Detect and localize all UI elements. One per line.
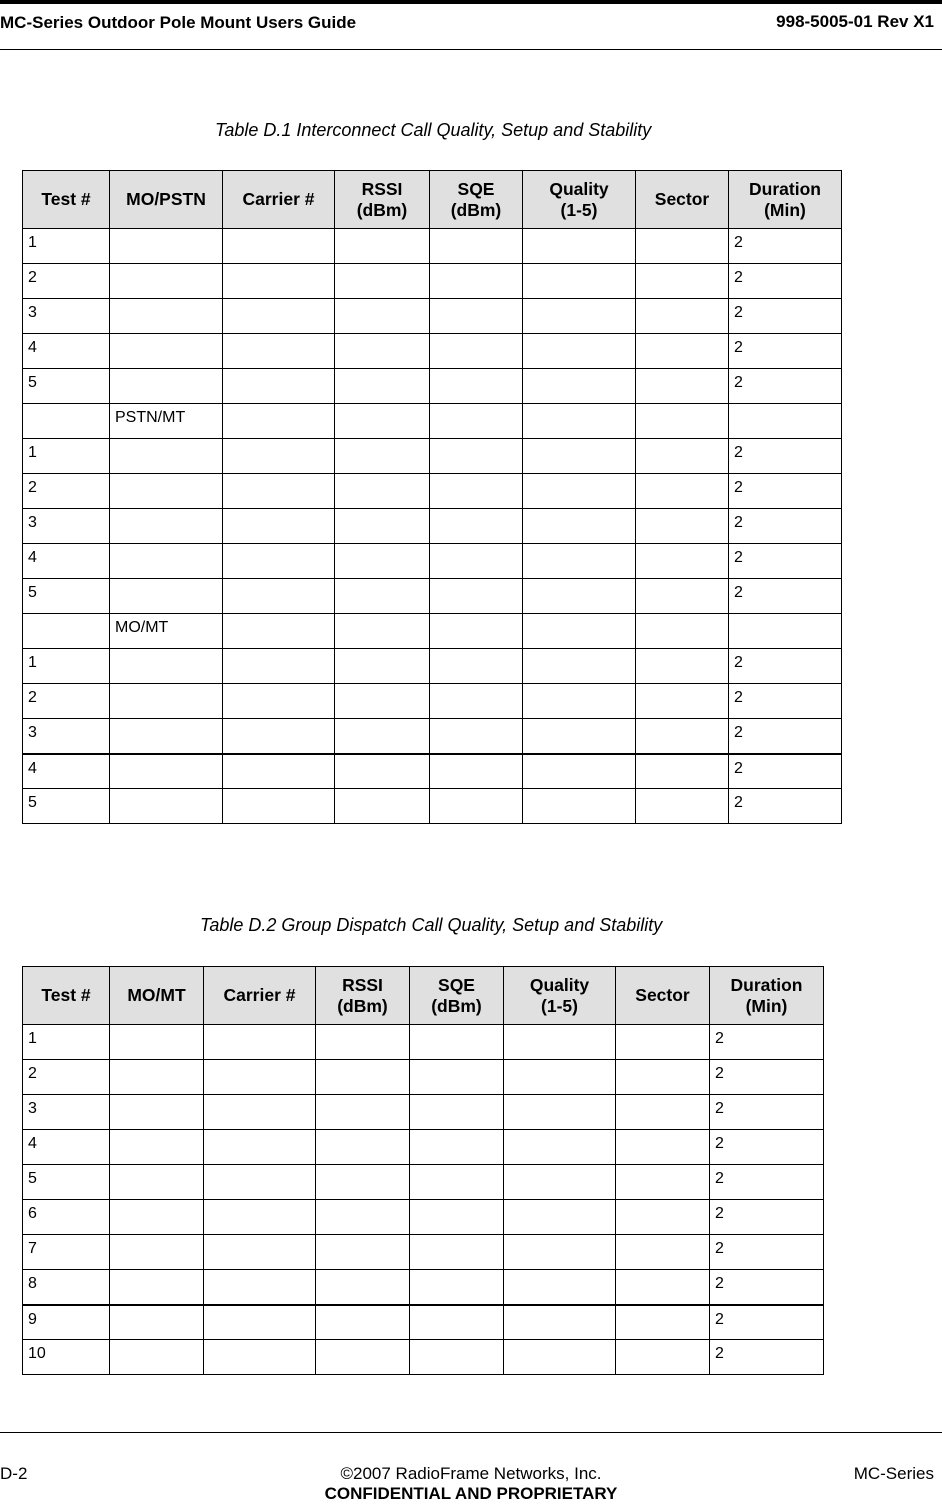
empty-cell (504, 1200, 616, 1235)
call-type-cell (110, 334, 223, 369)
empty-cell (204, 1130, 316, 1165)
empty-cell (636, 369, 729, 404)
empty-cell (335, 299, 430, 334)
duration-cell: 2 (729, 229, 842, 264)
call-type-cell (110, 649, 223, 684)
table-row (23, 649, 842, 684)
test-number-cell: 1 (23, 439, 110, 474)
empty-cell (335, 754, 430, 789)
empty-cell (316, 1025, 410, 1060)
call-type-cell: MO/MT (110, 614, 223, 649)
empty-cell (223, 754, 335, 789)
test-number-cell: 3 (23, 719, 110, 754)
call-type-cell (110, 719, 223, 754)
empty-cell (504, 1305, 616, 1340)
test-number-cell: 2 (23, 684, 110, 719)
call-type-cell (110, 369, 223, 404)
column-header: SQE (dBm) (410, 967, 504, 1025)
empty-cell (410, 1060, 504, 1095)
duration-cell: 2 (729, 579, 842, 614)
table-row (23, 754, 842, 789)
column-header: Sector (616, 967, 710, 1025)
column-header: Test # (23, 171, 110, 229)
empty-cell (504, 1270, 616, 1305)
call-type-cell (110, 299, 223, 334)
empty-cell (430, 404, 523, 439)
empty-cell (223, 474, 335, 509)
empty-cell (430, 474, 523, 509)
empty-cell (430, 299, 523, 334)
duration-cell: 2 (729, 439, 842, 474)
empty-cell (335, 334, 430, 369)
empty-cell (430, 264, 523, 299)
empty-cell (223, 684, 335, 719)
table-row (23, 1025, 824, 1060)
duration-cell: 2 (710, 1165, 824, 1200)
call-type-cell (110, 1200, 204, 1235)
empty-cell (204, 1340, 316, 1375)
empty-cell (504, 1340, 616, 1375)
empty-cell (430, 649, 523, 684)
empty-cell (430, 369, 523, 404)
column-header: SQE (dBm) (430, 171, 523, 229)
empty-cell (504, 1130, 616, 1165)
empty-cell (335, 404, 430, 439)
test-number-cell: 4 (23, 544, 110, 579)
empty-cell (430, 684, 523, 719)
test-number-cell: 7 (23, 1235, 110, 1270)
column-header: MO/PSTN (110, 171, 223, 229)
call-type-cell (110, 579, 223, 614)
empty-cell (223, 509, 335, 544)
empty-cell (430, 754, 523, 789)
call-type-cell (110, 264, 223, 299)
empty-cell (616, 1060, 710, 1095)
empty-cell (316, 1340, 410, 1375)
column-header: Test # (23, 967, 110, 1025)
empty-cell (616, 1305, 710, 1340)
table-row (23, 299, 842, 334)
duration-cell: 2 (729, 299, 842, 334)
empty-cell (636, 474, 729, 509)
empty-cell (636, 404, 729, 439)
call-type-cell (110, 1165, 204, 1200)
duration-cell: 2 (729, 544, 842, 579)
test-number-cell: 10 (23, 1340, 110, 1375)
test-number-cell: 5 (23, 1165, 110, 1200)
empty-cell (504, 1235, 616, 1270)
test-number-cell: 1 (23, 1025, 110, 1060)
test-number-cell: 2 (23, 264, 110, 299)
empty-cell (335, 509, 430, 544)
test-number-cell: 8 (23, 1270, 110, 1305)
empty-cell (523, 789, 636, 824)
empty-cell (316, 1200, 410, 1235)
empty-cell (523, 404, 636, 439)
empty-cell (523, 264, 636, 299)
empty-cell (204, 1200, 316, 1235)
test-number-cell: 2 (23, 1060, 110, 1095)
call-type-cell (110, 1095, 204, 1130)
test-number-cell: 3 (23, 509, 110, 544)
empty-cell (316, 1130, 410, 1165)
duration-cell: 2 (729, 754, 842, 789)
empty-cell (410, 1235, 504, 1270)
column-header: Quality (1-5) (504, 967, 616, 1025)
empty-cell (335, 649, 430, 684)
duration-cell: 2 (729, 789, 842, 824)
test-number-cell: 5 (23, 369, 110, 404)
empty-cell (316, 1165, 410, 1200)
duration-cell: 2 (729, 264, 842, 299)
empty-cell (636, 754, 729, 789)
duration-cell: 2 (729, 334, 842, 369)
empty-cell (316, 1235, 410, 1270)
empty-cell (523, 579, 636, 614)
empty-cell (430, 334, 523, 369)
table-row (23, 1340, 824, 1375)
test-number-cell: 2 (23, 474, 110, 509)
test-number-cell: 4 (23, 334, 110, 369)
empty-cell (204, 1095, 316, 1130)
header-top-rule (0, 0, 942, 4)
call-type-cell (110, 544, 223, 579)
table-row (23, 439, 842, 474)
footer-confidential: CONFIDENTIAL AND PROPRIETARY (324, 1484, 618, 1503)
empty-cell (204, 1235, 316, 1270)
empty-cell (430, 719, 523, 754)
call-type-cell (110, 1025, 204, 1060)
empty-cell (430, 439, 523, 474)
empty-cell (504, 1060, 616, 1095)
test-number-cell: 3 (23, 1095, 110, 1130)
call-type-cell (110, 1235, 204, 1270)
empty-cell (523, 369, 636, 404)
test-number-cell: 3 (23, 299, 110, 334)
empty-cell (523, 509, 636, 544)
empty-cell (430, 579, 523, 614)
header-doc-number: 998-5005-01 Rev X1 (776, 12, 934, 31)
table-row (23, 404, 842, 439)
empty-cell (523, 299, 636, 334)
empty-cell (335, 369, 430, 404)
empty-cell (223, 404, 335, 439)
empty-cell (523, 649, 636, 684)
empty-cell (223, 369, 335, 404)
empty-cell (523, 754, 636, 789)
footer-series: MC-Series (853, 1464, 934, 1483)
table-row (23, 1060, 824, 1095)
test-number-cell: 1 (23, 229, 110, 264)
empty-cell (636, 334, 729, 369)
empty-cell (316, 1095, 410, 1130)
table-row (23, 684, 842, 719)
test-number-cell: 6 (23, 1200, 110, 1235)
empty-cell (335, 439, 430, 474)
call-type-cell (110, 474, 223, 509)
column-header: MO/MT (110, 967, 204, 1025)
empty-cell (430, 509, 523, 544)
call-type-cell: PSTN/MT (110, 404, 223, 439)
empty-cell (636, 264, 729, 299)
duration-cell: 2 (710, 1130, 824, 1165)
empty-cell (335, 789, 430, 824)
empty-cell (204, 1270, 316, 1305)
empty-cell (616, 1025, 710, 1060)
duration-cell: 2 (729, 649, 842, 684)
empty-cell (335, 264, 430, 299)
duration-cell: 2 (729, 684, 842, 719)
empty-cell (636, 649, 729, 684)
duration-cell: 2 (729, 719, 842, 754)
table-row (23, 1200, 824, 1235)
table-row (23, 1165, 824, 1200)
table-row (23, 369, 842, 404)
empty-cell (410, 1165, 504, 1200)
empty-cell (504, 1165, 616, 1200)
group-dispatch-call-quality-table (22, 966, 824, 1375)
empty-cell (636, 684, 729, 719)
empty-cell (316, 1270, 410, 1305)
call-type-cell (110, 1305, 204, 1340)
empty-cell (430, 614, 523, 649)
empty-cell (335, 544, 430, 579)
empty-cell (636, 544, 729, 579)
empty-cell (636, 229, 729, 264)
empty-cell (204, 1305, 316, 1340)
test-number-cell: 9 (23, 1305, 110, 1340)
empty-cell (430, 229, 523, 264)
empty-cell (223, 334, 335, 369)
empty-cell (523, 334, 636, 369)
table1-caption: Table D.1 Interconnect Call Quality, Setup and Stability (215, 120, 652, 140)
header-title: MC-Series Outdoor Pole Mount Users Guide (0, 13, 357, 32)
empty-cell (410, 1340, 504, 1375)
column-header: Carrier # (204, 967, 316, 1025)
empty-cell (204, 1060, 316, 1095)
empty-cell (430, 789, 523, 824)
call-type-cell (110, 789, 223, 824)
empty-cell (223, 544, 335, 579)
empty-cell (410, 1305, 504, 1340)
empty-cell (223, 229, 335, 264)
column-header: RSSI (dBm) (316, 967, 410, 1025)
empty-cell (523, 229, 636, 264)
footer-page-number: D-2 (0, 1464, 28, 1483)
empty-cell (223, 579, 335, 614)
empty-cell (616, 1130, 710, 1165)
empty-cell (316, 1060, 410, 1095)
duration-cell: 2 (710, 1095, 824, 1130)
empty-cell (410, 1130, 504, 1165)
duration-cell: 2 (729, 474, 842, 509)
empty-cell (335, 614, 430, 649)
empty-cell (223, 299, 335, 334)
duration-cell (729, 404, 842, 439)
empty-cell (223, 614, 335, 649)
call-type-cell (110, 1130, 204, 1165)
empty-cell (523, 474, 636, 509)
empty-cell (335, 474, 430, 509)
duration-cell: 2 (729, 369, 842, 404)
empty-cell (523, 684, 636, 719)
empty-cell (616, 1340, 710, 1375)
empty-cell (636, 789, 729, 824)
empty-cell (335, 719, 430, 754)
table-row (23, 229, 842, 264)
empty-cell (636, 719, 729, 754)
test-number-cell: 5 (23, 789, 110, 824)
empty-cell (504, 1025, 616, 1060)
empty-cell (636, 614, 729, 649)
empty-cell (616, 1235, 710, 1270)
call-type-cell (110, 754, 223, 789)
empty-cell (335, 684, 430, 719)
duration-cell: 2 (710, 1060, 824, 1095)
footer-copyright: ©2007 RadioFrame Networks, Inc. (340, 1464, 602, 1483)
table-row (23, 1235, 824, 1270)
empty-cell (523, 614, 636, 649)
call-type-cell (110, 1340, 204, 1375)
test-number-cell: 4 (23, 754, 110, 789)
interconnect-call-quality-table (22, 170, 842, 824)
empty-cell (223, 439, 335, 474)
empty-cell (523, 719, 636, 754)
duration-cell: 2 (710, 1305, 824, 1340)
empty-cell (410, 1200, 504, 1235)
empty-cell (335, 579, 430, 614)
empty-cell (223, 789, 335, 824)
call-type-cell (110, 439, 223, 474)
empty-cell (636, 509, 729, 544)
test-number-cell: 5 (23, 579, 110, 614)
test-number-cell: 1 (23, 649, 110, 684)
test-number-cell (23, 404, 110, 439)
table-row (23, 579, 842, 614)
call-type-cell (110, 684, 223, 719)
table2-caption: Table D.2 Group Dispatch Call Quality, Setup and Stability (200, 915, 663, 935)
empty-cell (335, 229, 430, 264)
column-header: RSSI (dBm) (335, 171, 430, 229)
duration-cell: 2 (710, 1270, 824, 1305)
empty-cell (616, 1200, 710, 1235)
call-type-cell (110, 509, 223, 544)
table-row (23, 264, 842, 299)
empty-cell (616, 1095, 710, 1130)
empty-cell (523, 439, 636, 474)
column-header: Duration (Min) (729, 171, 842, 229)
column-header: Duration (Min) (710, 967, 824, 1025)
table-row (23, 334, 842, 369)
call-type-cell (110, 1270, 204, 1305)
footer-rule (0, 1432, 942, 1433)
table-row (23, 614, 842, 649)
header-rule (0, 49, 942, 50)
table-row (23, 474, 842, 509)
empty-cell (523, 544, 636, 579)
empty-cell (223, 719, 335, 754)
test-number-cell: 4 (23, 1130, 110, 1165)
empty-cell (204, 1025, 316, 1060)
empty-cell (504, 1095, 616, 1130)
empty-cell (223, 264, 335, 299)
empty-cell (636, 579, 729, 614)
column-header: Sector (636, 171, 729, 229)
duration-cell: 2 (710, 1340, 824, 1375)
duration-cell: 2 (710, 1025, 824, 1060)
test-number-cell (23, 614, 110, 649)
table-row (23, 1130, 824, 1165)
empty-cell (616, 1165, 710, 1200)
empty-cell (204, 1165, 316, 1200)
call-type-cell (110, 229, 223, 264)
empty-cell (223, 649, 335, 684)
empty-cell (616, 1270, 710, 1305)
table-row (23, 509, 842, 544)
table-row (23, 1305, 824, 1340)
empty-cell (430, 544, 523, 579)
duration-cell: 2 (729, 509, 842, 544)
empty-cell (636, 439, 729, 474)
empty-cell (410, 1270, 504, 1305)
column-header: Quality (1-5) (523, 171, 636, 229)
empty-cell (316, 1305, 410, 1340)
table-row (23, 544, 842, 579)
empty-cell (410, 1025, 504, 1060)
empty-cell (636, 299, 729, 334)
table-row (23, 789, 842, 824)
call-type-cell (110, 1060, 204, 1095)
duration-cell: 2 (710, 1200, 824, 1235)
empty-cell (410, 1095, 504, 1130)
table-row (23, 1270, 824, 1305)
column-header: Carrier # (223, 171, 335, 229)
duration-cell (729, 614, 842, 649)
table-row (23, 1095, 824, 1130)
table-row (23, 719, 842, 754)
duration-cell: 2 (710, 1235, 824, 1270)
